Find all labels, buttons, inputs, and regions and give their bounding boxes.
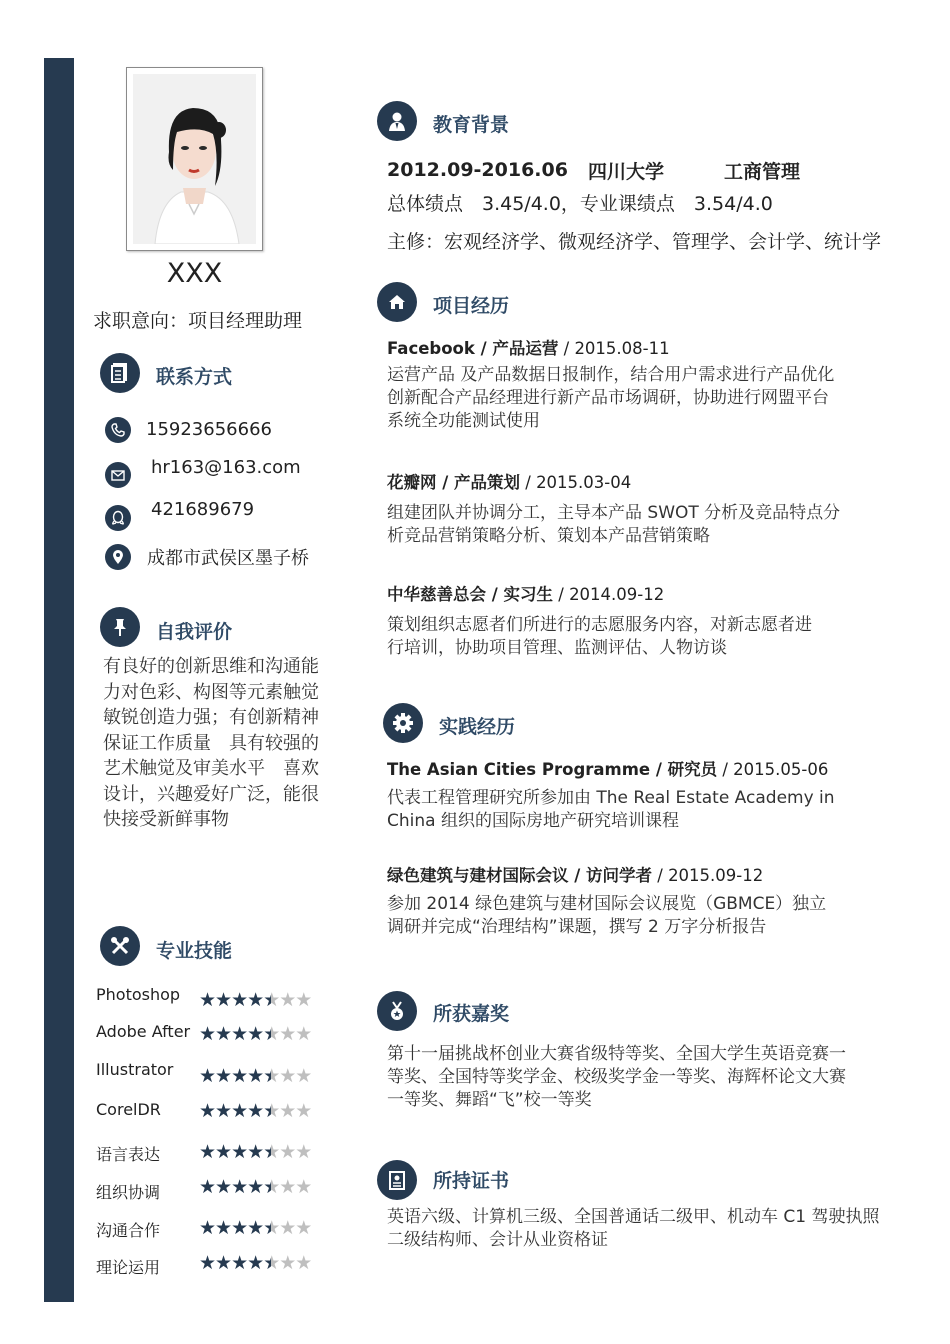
awards-title: 所获嘉奖 [433,1003,510,1025]
skill-label: 沟通合作 [96,1221,161,1240]
practice-date: / 2015.05-06 [717,760,829,779]
star-half-icon: ★ [263,989,280,1011]
self-eval-line: 保证工作质量 具有较强的 [103,732,319,754]
certificates-line: 英语六级、计算机三级、全国普通话二级甲、机动车 C1 驾驶执照 [387,1207,880,1227]
description-line: China 组织的国际房地产研究培训课程 [387,811,679,831]
location-pin-icon [105,544,131,570]
star-filled-icon: ★ [199,1023,216,1045]
star-filled-icon: ★ [199,1252,216,1274]
applicant-name: XXX [166,258,223,289]
project-description [387,614,812,660]
star-half-icon: ★ [263,1176,280,1198]
sidebar-bar [44,58,74,1302]
project-date: / 2015.08-11 [558,339,670,358]
description-line: 创新配合产品经理进行新产品市场调研，协助进行网盟平台 [387,388,829,408]
practice-title: 实践经历 [439,716,516,738]
self-eval-line: 有良好的创新思维和沟通能 [103,656,319,677]
description-line: 系统全功能测试使用 [387,411,540,431]
education-title: 教育背景 [433,114,510,136]
project-role: Facebook / 产品运营 [387,339,559,358]
awards-text [387,1043,846,1112]
star-filled-icon: ★ [231,1217,248,1239]
project-date: / 2014.09-12 [553,585,665,604]
star-filled-icon: ★ [199,1176,216,1198]
gpa-line: 总体绩点 3.45/4.0，专业课绩点 3.54/4.0 [387,193,773,215]
star-empty-icon: ★ [295,1217,312,1239]
star-filled-icon: ★ [247,1252,264,1274]
project-description [387,502,840,548]
skill-rating [199,990,311,1010]
star-empty-icon: ★ [295,989,312,1011]
star-filled-icon: ★ [199,1217,216,1239]
star-empty-icon: ★ [279,1023,296,1045]
star-empty-icon: ★ [279,1141,296,1163]
star-filled-icon: ★ [247,1217,264,1239]
star-empty-icon: ★ [279,1100,296,1122]
skill-label: 组织协调 [96,1183,161,1202]
project-role: 花瓣网 / 产品策划 [387,473,521,492]
portrait-image [133,74,256,244]
awards-line: 一等奖、舞蹈“飞”校一等奖 [387,1090,592,1110]
skill-label: 理论运用 [96,1258,161,1277]
pin-icon [100,607,140,647]
contact-title: 联系方式 [156,366,233,388]
email-address: hr163@163.com [151,457,301,478]
practice-role: The Asian Cities Programme / 研究员 [387,760,718,779]
star-half-icon: ★ [263,1065,280,1087]
star-half-icon: ★ [263,1217,280,1239]
project-description [387,364,834,433]
description-line: 析竞品营销策略分析、策划本产品营销策略 [387,526,710,546]
description-line: 参加 2014 绿色建筑与建材国际会议展览（GBMCE）独立 [387,894,827,914]
star-filled-icon: ★ [199,989,216,1011]
description-line: 策划组织志愿者们所进行的志愿服务内容，对新志愿者进 [387,615,812,635]
phone-number: 15923656666 [146,419,272,440]
star-filled-icon: ★ [215,1100,232,1122]
skill-label: Illustrator [96,1060,174,1079]
certificates-title: 所持证书 [433,1170,510,1192]
gear-icon [383,703,423,743]
star-filled-icon: ★ [215,1065,232,1087]
projects-title: 项目经历 [433,295,510,317]
description-line: 代表工程管理研究所参加由 The Real Estate Academy in [387,788,835,808]
skill-label: 语言表达 [96,1145,161,1164]
star-filled-icon: ★ [231,1252,248,1274]
profile-photo [126,67,263,251]
practice-date: / 2015.09-12 [652,866,764,885]
certificates-line: 二级结构师、会计从业资格证 [387,1230,608,1250]
description-line: 组建团队并协调分工，主导本产品 SWOT 分析及竞品特点分 [387,503,841,523]
skills-title: 专业技能 [156,940,233,962]
star-empty-icon: ★ [295,1065,312,1087]
star-filled-icon: ★ [231,1100,248,1122]
star-half-icon: ★ [263,1252,280,1274]
job-objective: 求职意向：项目经理助理 [93,310,303,332]
skill-rating [199,1066,311,1086]
star-half-icon: ★ [263,1141,280,1163]
star-filled-icon: ★ [199,1065,216,1087]
description-line: 行培训，协助项目管理、监测评估、人物访谈 [387,638,727,658]
home-icon [377,282,417,322]
star-filled-icon: ★ [231,1141,248,1163]
star-filled-icon: ★ [247,989,264,1011]
project-heading [387,335,670,359]
star-filled-icon: ★ [231,1176,248,1198]
star-filled-icon: ★ [215,1176,232,1198]
self-eval-line: 敏锐创造力强；有创新精神 [103,707,319,728]
star-empty-icon: ★ [279,989,296,1011]
medal-icon [377,991,417,1031]
star-empty-icon: ★ [295,1100,312,1122]
star-filled-icon: ★ [247,1100,264,1122]
description-line: 运营产品 及产品数据日报制作，结合用户需求进行产品优化 [387,365,835,385]
qq-number: 421689679 [151,499,255,520]
project-heading [387,581,664,605]
self-eval-title: 自我评价 [156,621,233,643]
user-icon [377,101,417,141]
skill-rating [199,1218,311,1238]
self-eval-line: 艺术触觉及审美水平 喜欢 [103,758,319,779]
practice-description [387,787,835,833]
star-filled-icon: ★ [215,1141,232,1163]
school-name: 四川大学 [588,161,665,183]
practice-description [387,893,826,939]
skill-rating [199,1024,311,1044]
star-half-icon: ★ [263,1100,280,1122]
project-date: / 2015.03-04 [520,473,632,492]
star-filled-icon: ★ [247,1023,264,1045]
project-role: 中华慈善总会 / 实习生 [387,585,554,604]
star-filled-icon: ★ [215,1023,232,1045]
skill-label: Photoshop [96,985,181,1004]
project-heading [387,469,631,493]
certificate-icon [377,1160,417,1200]
self-eval-line: 设计，兴趣爱好广泛，能很 [103,783,319,805]
practice-heading [387,756,828,780]
star-filled-icon: ★ [215,989,232,1011]
skill-rating [199,1101,311,1121]
practice-heading [387,862,763,886]
star-filled-icon: ★ [247,1065,264,1087]
star-empty-icon: ★ [295,1252,312,1274]
self-eval-line: 快接受新鲜事物 [103,809,229,830]
star-filled-icon: ★ [231,989,248,1011]
star-empty-icon: ★ [279,1252,296,1274]
star-empty-icon: ★ [295,1176,312,1198]
star-filled-icon: ★ [231,1065,248,1087]
description-line: 调研并完成“治理结构”课题，撰写 2 万字分析报告 [387,917,767,937]
star-filled-icon: ★ [247,1176,264,1198]
star-empty-icon: ★ [279,1217,296,1239]
star-empty-icon: ★ [279,1065,296,1087]
email-icon [105,462,131,488]
star-half-icon: ★ [263,1023,280,1045]
document-icon [100,353,140,393]
star-filled-icon: ★ [231,1023,248,1045]
star-filled-icon: ★ [199,1100,216,1122]
self-eval-line: 力对色彩、构图等元素触觉 [103,681,319,703]
star-empty-icon: ★ [295,1141,312,1163]
skill-label: Adobe After [96,1022,191,1041]
star-filled-icon: ★ [247,1141,264,1163]
star-filled-icon: ★ [199,1141,216,1163]
certificates-text [387,1206,880,1252]
skill-rating [199,1142,311,1162]
skill-rating [199,1253,311,1273]
star-filled-icon: ★ [215,1217,232,1239]
education-period: 2012.09-2016.06 [387,159,568,181]
practice-role: 绿色建筑与建材国际会议 / 访问学者 [387,866,653,885]
courses-line: 主修：宏观经济学、微观经济学、管理学、会计学、统计学 [387,231,882,253]
major-name: 工商管理 [724,161,801,183]
qq-icon [105,505,131,531]
star-empty-icon: ★ [295,1023,312,1045]
awards-line: 第十一届挑战杯创业大赛省级特等奖、全国大学生英语竞赛一 [387,1044,846,1064]
skill-rating [199,1177,311,1197]
skill-label: CorelDR [96,1100,161,1119]
self-eval-text [103,654,339,833]
star-empty-icon: ★ [279,1176,296,1198]
tools-icon [100,926,140,966]
awards-line: 等奖、全国特等奖学金、校级奖学金一等奖、海辉杯论文大赛 [387,1067,846,1087]
star-filled-icon: ★ [215,1252,232,1274]
phone-icon [105,417,131,443]
home-address: 成都市武侯区墨子桥 [147,548,309,569]
